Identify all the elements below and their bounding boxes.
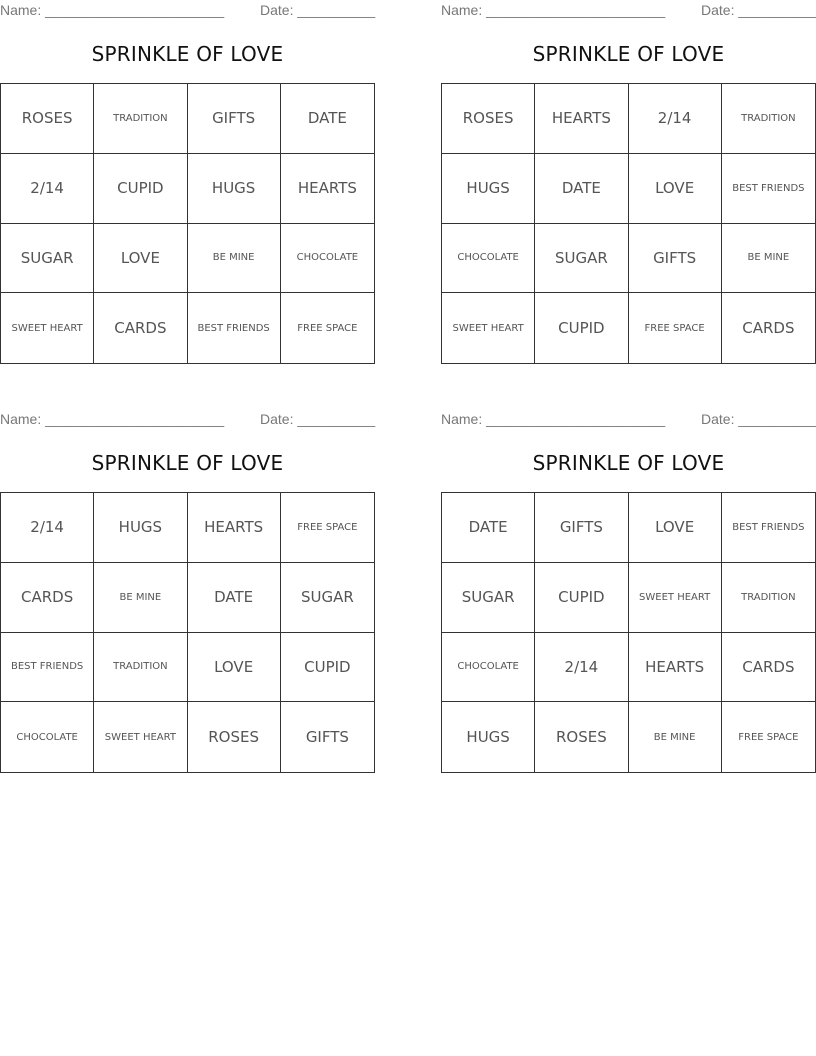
name-field: Name: _______________________ <box>441 411 666 427</box>
bingo-cell: TRADITION <box>94 84 187 154</box>
bingo-cell: FREE SPACE <box>629 293 722 363</box>
bingo-grid <box>0 492 375 773</box>
bingo-grid <box>441 492 816 773</box>
bingo-cell: SUGAR <box>1 224 94 294</box>
bingo-cell: FREE SPACE <box>738 731 799 743</box>
bingo-card-3 <box>0 409 375 774</box>
bingo-cell: BEST FRIENDS <box>722 154 815 224</box>
bingo-cell: GIFTS <box>188 84 281 154</box>
bingo-cell: ROSES <box>442 84 535 154</box>
bingo-grid <box>441 83 816 364</box>
bingo-cell: HEARTS <box>535 84 628 154</box>
bingo-cell: DATE <box>281 84 374 154</box>
bingo-cell: CUPID <box>535 293 628 363</box>
card-title: SPRINKLE OF LOVE <box>91 42 284 66</box>
bingo-cell: 2/14 <box>535 633 628 703</box>
bingo-cell: CARDS <box>742 319 795 338</box>
bingo-cell: SWEET HEART <box>442 293 535 363</box>
bingo-cell: CARDS <box>94 293 187 363</box>
bingo-cell: GIFTS <box>629 224 722 294</box>
card-title: SPRINKLE OF LOVE <box>91 451 284 475</box>
bingo-cell: FREE SPACE <box>297 322 358 334</box>
bingo-cell: LOVE <box>94 224 187 294</box>
date-field: Date: __________ <box>701 2 816 18</box>
bingo-card-4 <box>441 409 816 774</box>
bingo-cell: BEST FRIENDS <box>188 293 281 363</box>
bingo-card-1 <box>0 0 375 365</box>
bingo-cell: HEARTS <box>281 154 374 224</box>
bingo-cell: ROSES <box>188 702 281 772</box>
bingo-cell: DATE <box>188 563 281 633</box>
bingo-cell: HUGS <box>188 154 281 224</box>
bingo-card-2 <box>441 0 816 365</box>
bingo-cell: HEARTS <box>188 493 281 563</box>
bingo-cell: LOVE <box>629 493 722 563</box>
bingo-cell: HEARTS <box>629 633 722 703</box>
bingo-cell: CUPID <box>535 563 628 633</box>
bingo-grid <box>0 83 375 364</box>
card-title: SPRINKLE OF LOVE <box>532 42 725 66</box>
bingo-cell: LOVE <box>629 154 722 224</box>
bingo-cell: FREE SPACE <box>281 493 374 563</box>
bingo-cell: TRADITION <box>94 633 187 703</box>
bingo-cell: GIFTS <box>535 493 628 563</box>
date-field: Date: __________ <box>260 2 376 18</box>
bingo-cell: BE MINE <box>722 224 815 294</box>
bingo-cell: CHOCOLATE <box>442 224 535 294</box>
bingo-cell: CARDS <box>722 633 815 703</box>
bingo-cell: SWEET HEART <box>1 293 94 363</box>
card-title: SPRINKLE OF LOVE <box>532 451 725 475</box>
bingo-cell: CHOCOLATE <box>442 633 535 703</box>
bingo-cell: BE MINE <box>188 224 281 294</box>
bingo-cell: ROSES <box>535 702 628 772</box>
bingo-cell: LOVE <box>188 633 281 703</box>
name-field: Name: _______________________ <box>0 411 225 427</box>
name-field: Name: _______________________ <box>0 2 225 18</box>
bingo-cell: HUGS <box>94 493 187 563</box>
date-field: Date: __________ <box>701 411 816 427</box>
bingo-cell: ROSES <box>1 84 94 154</box>
bingo-cell: CARDS <box>1 563 94 633</box>
bingo-cell: 2/14 <box>1 154 94 224</box>
bingo-cell: CUPID <box>94 154 187 224</box>
bingo-cell: CUPID <box>281 633 374 703</box>
bingo-cell: CHOCOLATE <box>281 224 374 294</box>
name-field: Name: _______________________ <box>441 2 666 18</box>
bingo-cell: GIFTS <box>305 728 349 747</box>
bingo-cell: SUGAR <box>281 563 374 633</box>
bingo-cell: BEST FRIENDS <box>1 633 94 703</box>
bingo-cell: SWEET HEART <box>629 563 722 633</box>
bingo-cell: CHOCOLATE <box>1 702 94 772</box>
bingo-cell: DATE <box>535 154 628 224</box>
bingo-cell: SUGAR <box>442 563 535 633</box>
bingo-cell: DATE <box>442 493 535 563</box>
bingo-cell: HUGS <box>442 702 535 772</box>
bingo-cell: TRADITION <box>722 84 815 154</box>
bingo-cell: TRADITION <box>722 563 815 633</box>
bingo-cell: HUGS <box>442 154 535 224</box>
bingo-cell: BE MINE <box>94 563 187 633</box>
bingo-cell: BEST FRIENDS <box>722 493 815 563</box>
bingo-cell: 2/14 <box>1 493 94 563</box>
date-field: Date: __________ <box>260 411 376 427</box>
bingo-cell: SUGAR <box>535 224 628 294</box>
bingo-cell: 2/14 <box>629 84 722 154</box>
bingo-cell: SWEET HEART <box>94 702 187 772</box>
bingo-cell: BE MINE <box>629 702 722 772</box>
